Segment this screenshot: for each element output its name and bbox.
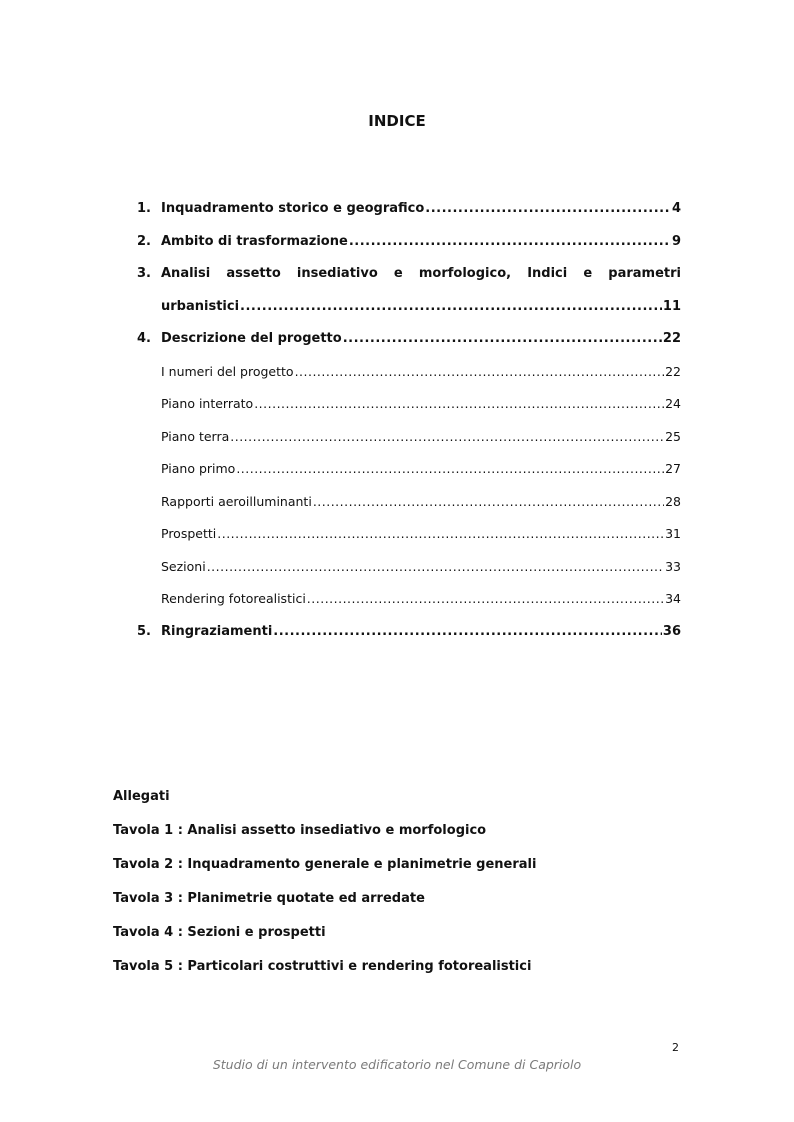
toc-number: 3. bbox=[137, 266, 151, 281]
toc-number: 1. bbox=[137, 201, 151, 216]
attachments-heading: Allegati bbox=[113, 789, 170, 804]
toc-entry bbox=[137, 260, 681, 293]
toc-page: 11 bbox=[662, 298, 681, 314]
toc-number: 2. bbox=[137, 233, 151, 249]
toc-label: Rendering fotorealistici bbox=[161, 591, 306, 606]
attachment-item: Tavola 3 : Planimetrie quotate ed arredate bbox=[113, 891, 425, 906]
attachment-item: Tavola 2 : Inquadramento generale e planimetrie generali bbox=[113, 857, 537, 872]
toc-leader-dots bbox=[343, 325, 662, 352]
toc-entry bbox=[137, 195, 681, 228]
toc-label-line1 bbox=[161, 260, 681, 287]
toc-page: 22 bbox=[665, 363, 681, 379]
toc-label: Inquadramento storico e geografico bbox=[161, 201, 425, 216]
toc-leader-dots bbox=[254, 390, 664, 417]
toc-subentry bbox=[137, 553, 681, 586]
toc-subentry bbox=[137, 358, 681, 391]
toc-page: 24 bbox=[665, 396, 681, 411]
toc-label: Prospetti bbox=[161, 526, 217, 541]
toc-word: e bbox=[583, 266, 593, 281]
toc-number: 5. bbox=[137, 623, 151, 639]
toc-word: insediativo bbox=[296, 266, 378, 281]
toc-page: 31 bbox=[665, 526, 681, 541]
toc-entry bbox=[137, 618, 681, 651]
toc-word: Analisi bbox=[161, 266, 211, 281]
page-footer: Studio di un intervento edificatorio nel Comune di Capriolo bbox=[212, 1057, 582, 1072]
toc-page: 28 bbox=[665, 493, 681, 509]
toc-leader-dots bbox=[307, 585, 664, 612]
toc-label: Sezioni bbox=[161, 558, 206, 574]
toc-subentry bbox=[137, 455, 681, 488]
toc-page: 33 bbox=[665, 558, 681, 574]
toc-word: assetto bbox=[226, 266, 281, 281]
toc-leader-dots bbox=[217, 520, 664, 547]
toc-label: Rapporti aeroilluminanti bbox=[161, 493, 312, 509]
toc-entry bbox=[137, 325, 681, 358]
table-of-contents bbox=[137, 195, 681, 650]
toc-page: 4 bbox=[671, 201, 681, 216]
attachment-item: Tavola 1 : Analisi assetto insediativo e morfologico bbox=[113, 823, 487, 838]
toc-page: 36 bbox=[662, 623, 681, 639]
toc-label: Piano interrato bbox=[161, 396, 254, 411]
toc-label: Ambito di trasformazione bbox=[161, 233, 348, 249]
toc-subentry bbox=[137, 423, 681, 456]
toc-number: 4. bbox=[137, 331, 151, 346]
toc-leader-dots bbox=[313, 488, 664, 515]
page-title: INDICE bbox=[368, 112, 426, 130]
toc-label: urbanistici bbox=[161, 298, 240, 314]
toc-label: Ringraziamenti bbox=[161, 623, 273, 639]
attachment-item: Tavola 5 : Particolari costruttivi e rendering fotorealistici bbox=[113, 959, 532, 974]
toc-label: Descrizione del progetto bbox=[161, 331, 342, 346]
toc-leader-dots bbox=[236, 455, 664, 482]
toc-label: Piano terra bbox=[161, 428, 230, 444]
toc-page: 25 bbox=[665, 428, 681, 444]
toc-entry-continuation bbox=[137, 293, 681, 326]
page-number: 2 bbox=[672, 1041, 679, 1054]
toc-leader-dots bbox=[295, 358, 665, 385]
toc-subentry bbox=[137, 390, 681, 423]
toc-subentry bbox=[137, 520, 681, 553]
toc-subentry bbox=[137, 585, 681, 618]
toc-leader-dots bbox=[207, 553, 664, 580]
toc-leader-dots bbox=[349, 228, 671, 255]
toc-page: 9 bbox=[671, 233, 681, 249]
toc-page: 34 bbox=[665, 591, 681, 606]
toc-word: e bbox=[393, 266, 403, 281]
toc-leader-dots bbox=[230, 423, 664, 450]
toc-word: parametri bbox=[608, 266, 681, 281]
toc-word: Indici bbox=[527, 266, 568, 281]
toc-subentry bbox=[137, 488, 681, 521]
toc-word: morfologico, bbox=[418, 266, 512, 281]
toc-page: 27 bbox=[665, 461, 681, 476]
toc-page: 22 bbox=[662, 331, 681, 346]
toc-label: Piano primo bbox=[161, 461, 236, 476]
toc-leader-dots bbox=[240, 293, 662, 320]
attachment-item: Tavola 4 : Sezioni e prospetti bbox=[113, 925, 326, 940]
toc-entry bbox=[137, 228, 681, 261]
toc-label: I numeri del progetto bbox=[161, 363, 294, 379]
attachments-section bbox=[113, 786, 713, 990]
toc-leader-dots bbox=[273, 618, 662, 645]
toc-leader-dots bbox=[425, 195, 671, 222]
